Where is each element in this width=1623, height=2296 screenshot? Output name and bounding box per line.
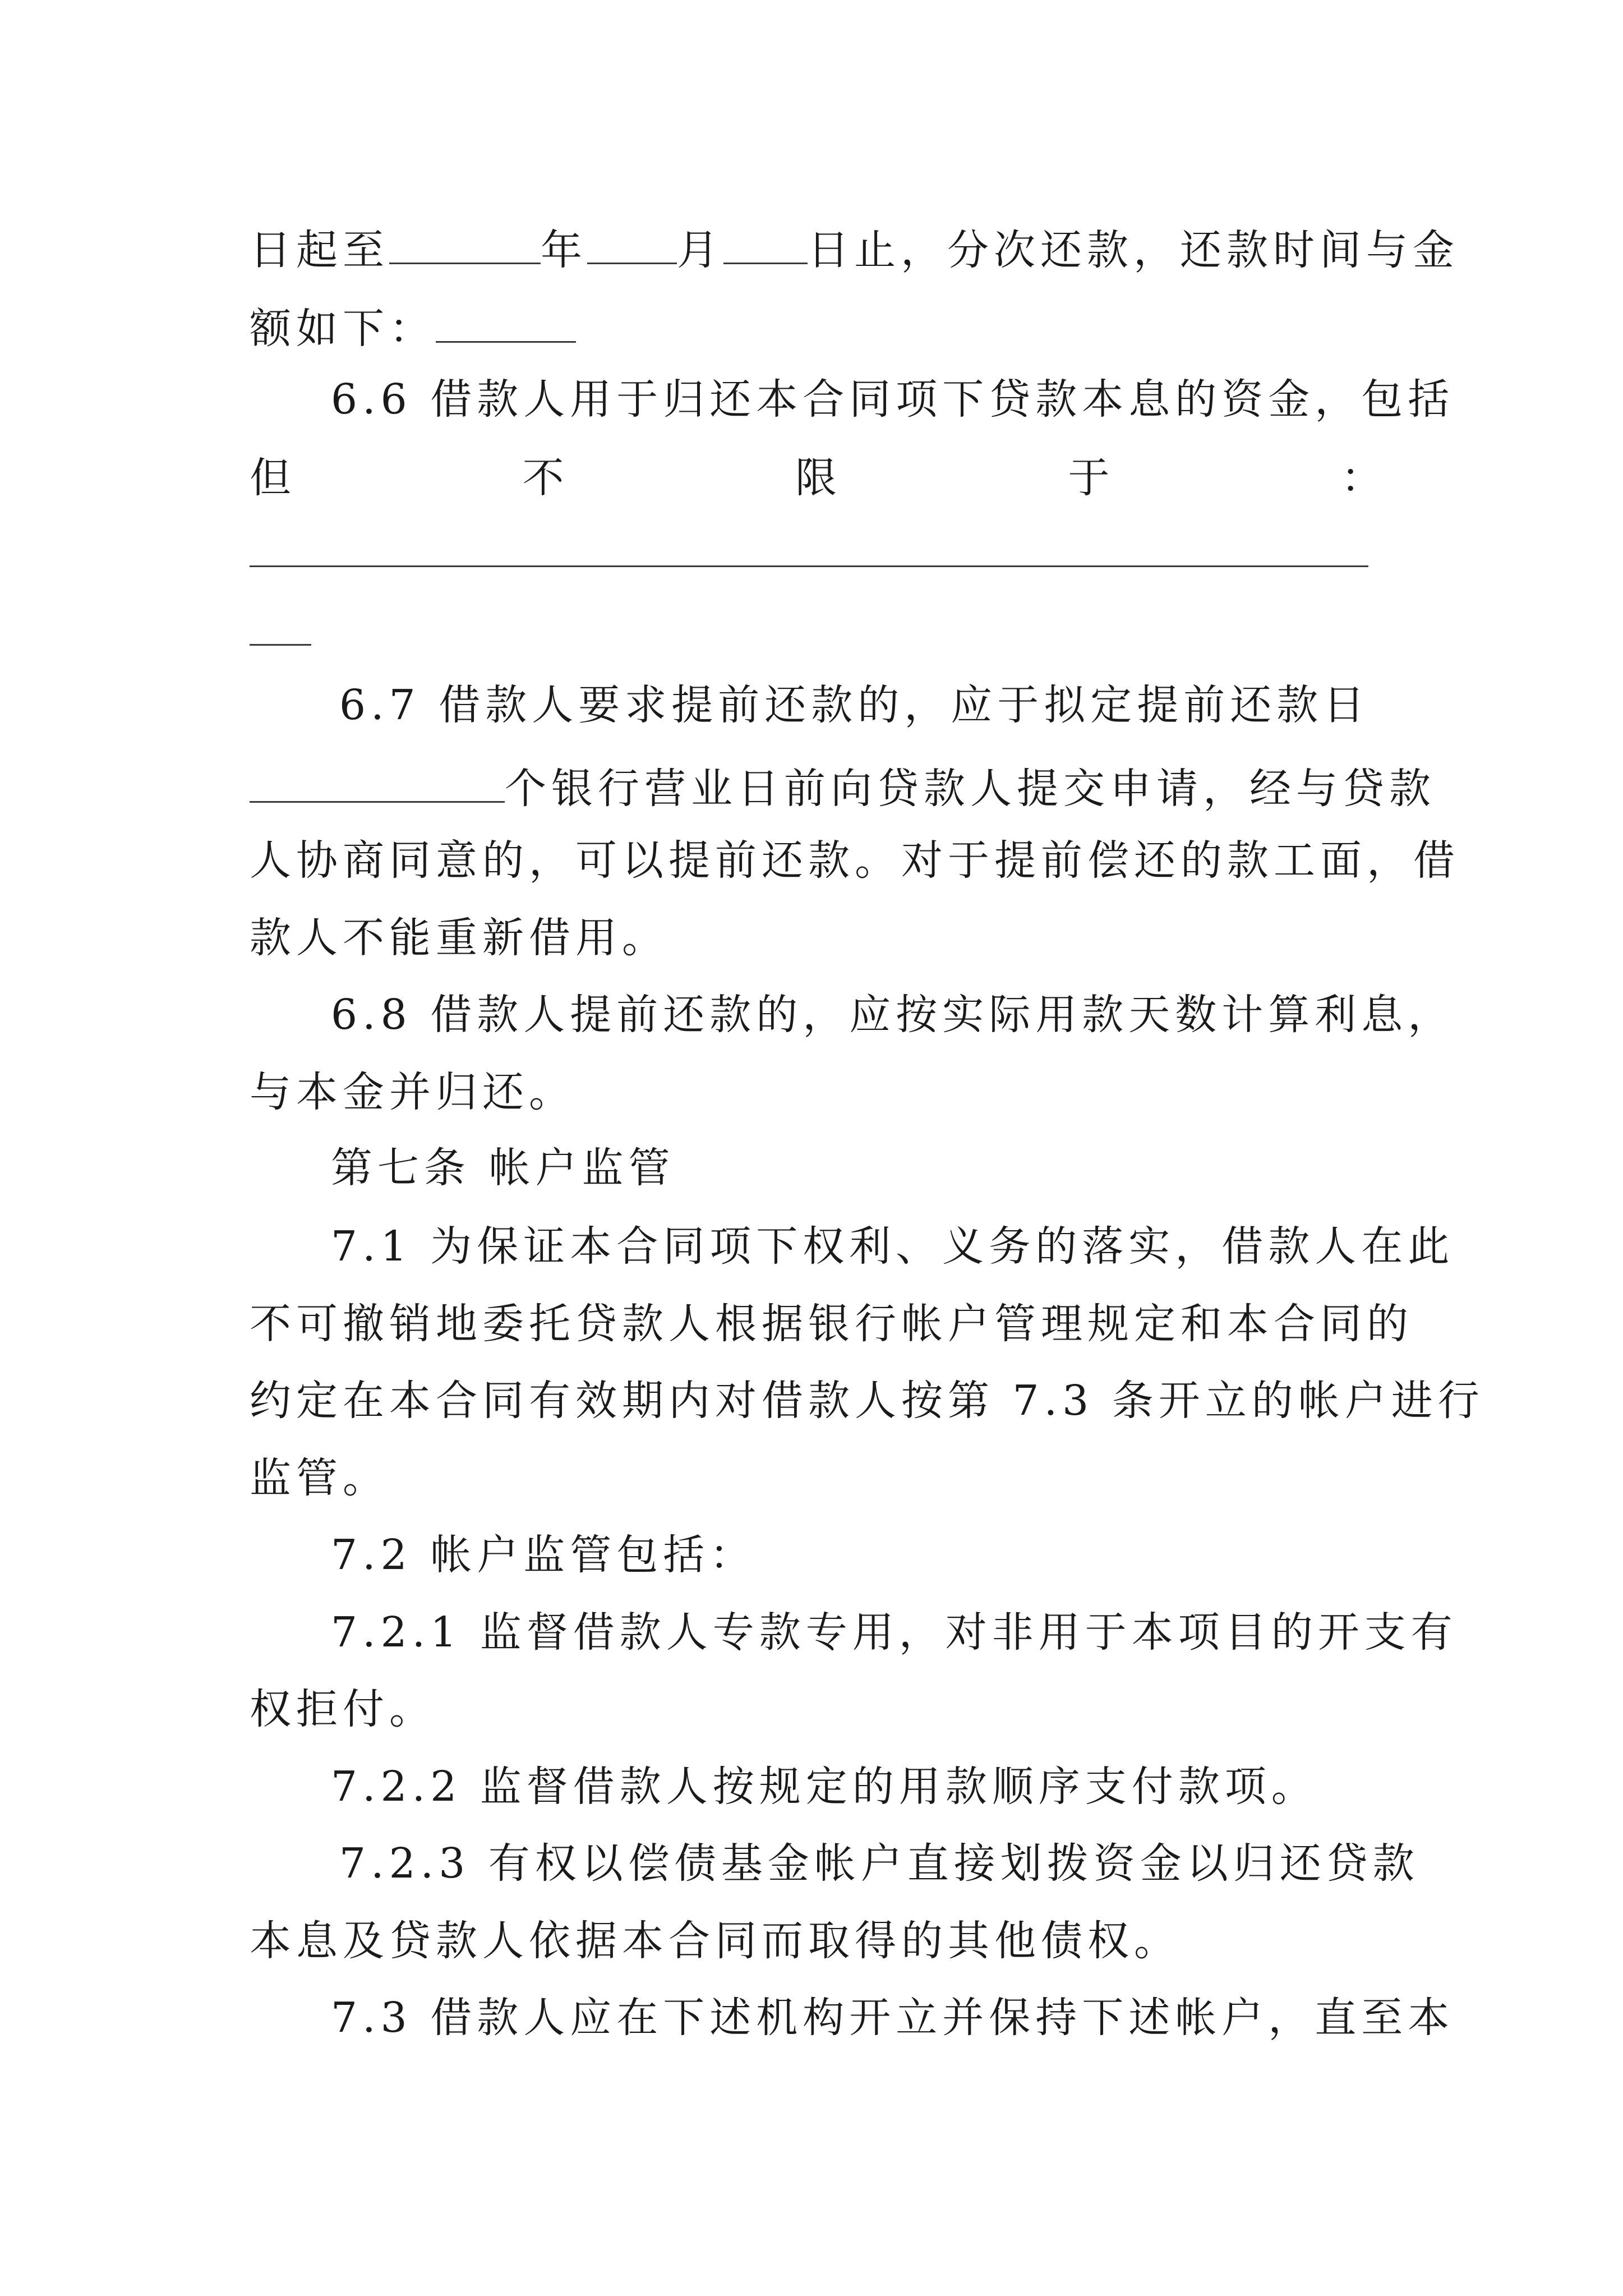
clause-7-2-3: 7.2.3 有权以偿债基金帐户直接划拨资金以归还贷款: [339, 1839, 1419, 1888]
clause-7-2-3-line-2: 本息及贷款人依据本合同而取得的其他债权。: [250, 1917, 1181, 1965]
clause-6-6: 6.6 借款人用于归还本合同项下贷款本息的资金，包括: [331, 375, 1455, 424]
fill-line: [250, 644, 311, 646]
clause-6-7: 6.7 借款人要求提前还款的，应于拟定提前还款日: [339, 681, 1370, 729]
text-char: 于: [1068, 454, 1110, 502]
clause-6-8-line-2: 与本金并归还。: [250, 1068, 575, 1116]
text-char: 限: [795, 454, 837, 502]
clause-7-3: 7.3 借款人应在下述机构开立并保持下述帐户，直至本: [331, 1994, 1455, 2042]
clause-7-1: 7.1 为保证本合同项下权利、义务的落实，借款人在此: [331, 1222, 1455, 1271]
clause-6-7-line-4: 款人不能重新借用。: [250, 914, 668, 962]
fill-blank: [587, 224, 677, 264]
text-segment: 月: [677, 226, 723, 275]
clause-7-2-1: 7.2.1 监督借款人专款专用，对非用于本项目的开支有: [331, 1608, 1458, 1657]
fill-blank: [250, 763, 505, 803]
text-char: ：: [1341, 454, 1382, 502]
text-char: 不: [522, 454, 564, 502]
clause-7-2-2: 7.2.2 监督借款人按规定的用款顺序支付款项。: [331, 1763, 1318, 1811]
clause-6-6-spread-line: [250, 454, 1382, 502]
clause-7-1-line-3: 约定在本合同有效期内对借款人按第 7.3 条开立的帐户进行: [250, 1377, 1484, 1425]
clause-6-7-line-2: [250, 763, 1436, 813]
line-repayment-period: [250, 224, 1459, 275]
fill-blank: [389, 224, 541, 264]
clause-7-2: 7.2 帐户监管包括：: [331, 1531, 757, 1579]
clause-7-1-line-2: 不可撤销地委托贷款人根据银行帐户管理规定和本合同的: [250, 1300, 1413, 1348]
text-segment: 个银行营业日前向贷款人提交申请，经与贷款: [505, 765, 1436, 813]
text-char: 但: [250, 454, 291, 502]
article-7-heading: 第七条 帐户监管: [331, 1144, 675, 1192]
clause-6-7-line-3: 人协商同意的，可以提前还款。对于提前偿还的款工面，借: [250, 836, 1460, 885]
text-segment: 日起至: [250, 226, 389, 275]
line-amount-schedule: [250, 303, 1382, 353]
clause-7-2-1-line-2: 权拒付。: [250, 1685, 436, 1733]
text-segment: 额如下：: [250, 305, 436, 353]
clause-6-8: 6.8 借款人提前还款的，应按实际用款天数计算利息，: [331, 991, 1455, 1039]
clause-7-1-line-4: 监管。: [250, 1454, 389, 1502]
text-segment: 年: [541, 226, 587, 275]
text-segment: 日止，分次还款，还款时间与金: [808, 226, 1459, 275]
fill-blank: [723, 224, 808, 264]
fill-blank: [436, 303, 576, 343]
fill-line: [250, 565, 1368, 567]
